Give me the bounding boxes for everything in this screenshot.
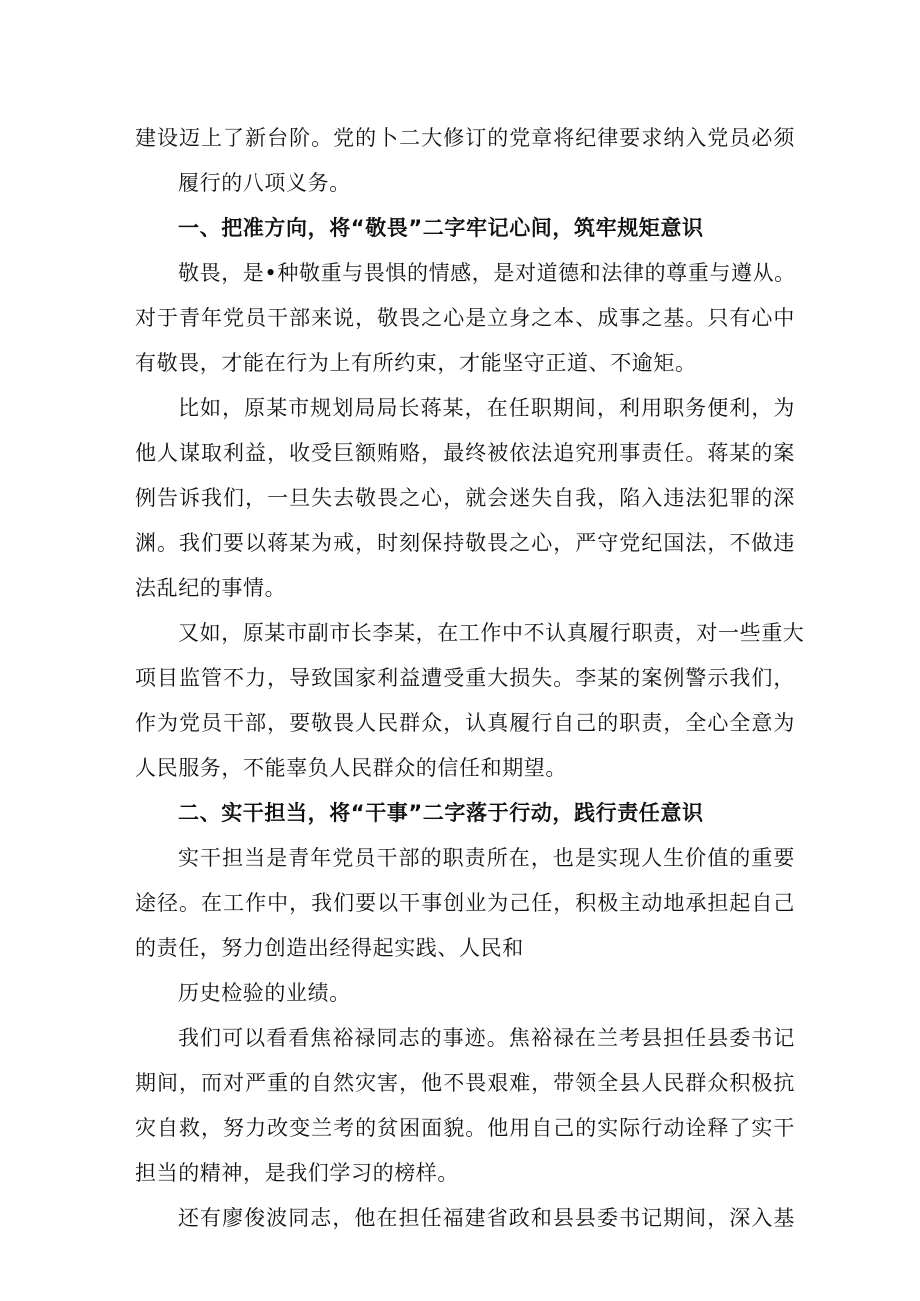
- text-line: 法乱纪的事情。: [135, 576, 287, 600]
- text-line: 作为党员干部，要敬畏人民群众，认真履行自己的职责，全心全意为: [135, 711, 795, 735]
- section-heading: 一、把准方向，将“敬畏”二字牢记心间，筑牢规矩意识: [178, 216, 704, 240]
- text-line: 人民服务，不能辜负人民群众的信任和期望。: [135, 756, 567, 780]
- text-line: 期间，而对严重的自然灾害，他不畏艰难，带领全县人民群众积极抗: [135, 1071, 795, 1095]
- text-line: 有敬畏，才能在行为上有所约束，才能坚守正道、不逾矩。: [135, 351, 697, 375]
- text-line: 例告诉我们，一旦失去敬畏之心，就会迷失自我，陷入违法犯罪的深: [135, 486, 795, 510]
- text-line: 项目监管不力，导致国家利益遭受重大损失。李某的案例警示我们，: [135, 666, 795, 690]
- text-line: 还有廖俊波同志，他在担任福建省政和县县委书记期间，深入基: [178, 1206, 795, 1230]
- text-line: 途径。在工作中，我们要以干事创业为己任，积极主动地承担起自己: [135, 891, 795, 915]
- text-line: 担当的精神，是我们学习的榜样。: [135, 1161, 459, 1185]
- text-line: 对于青年党员干部来说，敬畏之心是立身之本、成事之基。只有心中: [135, 306, 795, 330]
- text-line: 建设迈上了新台阶。党的卜二大修订的党章将纪律要求纳入党员必须: [135, 126, 795, 150]
- text-line: 的责任，努力创造出经得起实践、人民和: [135, 936, 524, 960]
- text-line: 他人谋取利益，收受巨额贿赂，最终被依法追究刑事责任。蒋某的案: [135, 441, 795, 465]
- text-line: 我们可以看看焦裕禄同志的事迹。焦裕禄在兰考县担任县委书记: [178, 1026, 795, 1050]
- text-line: 履行的八项义务。: [178, 171, 351, 195]
- text-line: 比如，原某市规划局局长蒋某，在任职期间，利用职务便利，为: [178, 396, 795, 420]
- text-line: 又如，原某市副市长李某，在工作中不认真履行职责，对一些重大: [178, 621, 805, 645]
- text-line: 历史检验的业绩。: [178, 981, 351, 1005]
- text-line: 灾自救，努力改变兰考的贫困面貌。他用自己的实际行动诠释了实干: [135, 1116, 795, 1140]
- text-line: 实干担当是青年党员干部的职责所在，也是实现人生价值的重要: [178, 846, 795, 870]
- text-line: 敬畏，是•种敬重与畏惧的情感，是对道德和法律的尊重与遵从。: [178, 261, 796, 285]
- text-line: 渊。我们要以蒋某为戒，时刻保持敬畏之心，严守党纪国法，不做违: [135, 531, 795, 555]
- section-heading: 二、实干担当，将“干事”二字落于行动，践行责任意识: [178, 801, 704, 825]
